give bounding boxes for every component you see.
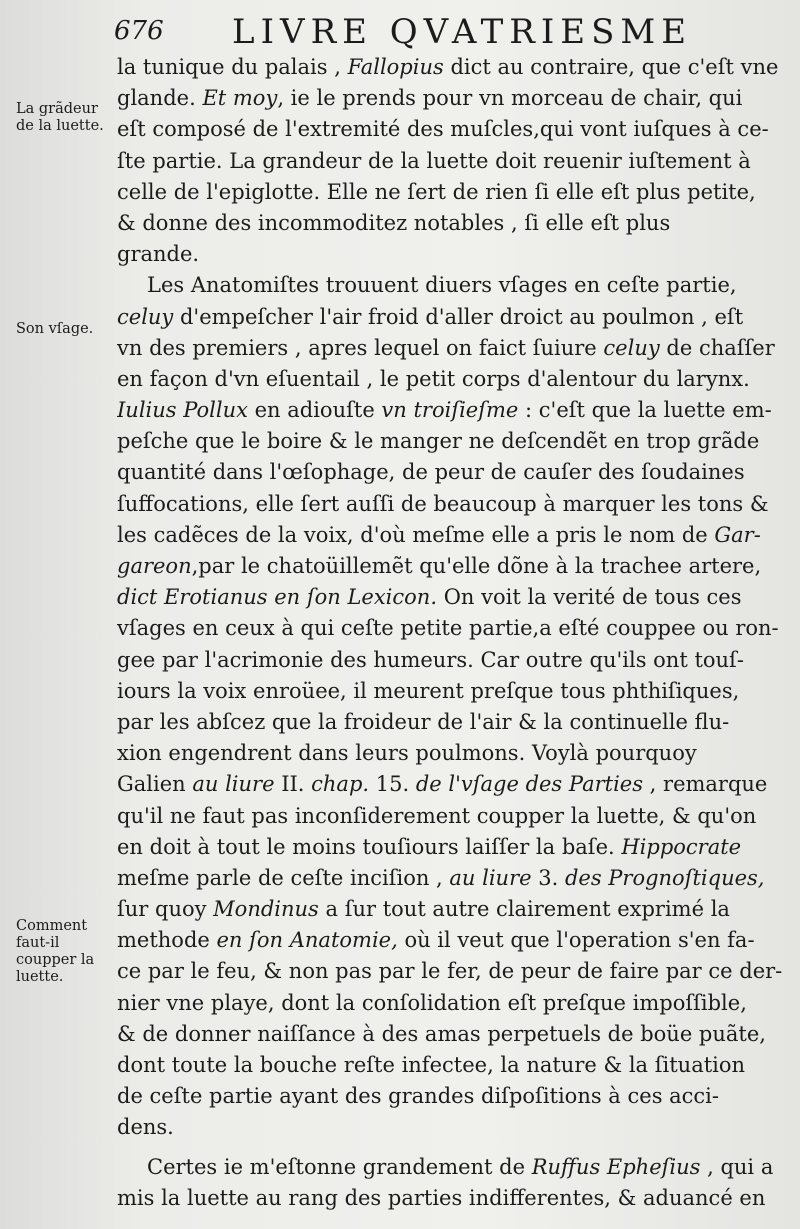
italic-span: au liure [192,772,275,797]
italic-span: vn troiſieſme [381,398,519,423]
italic-span: Hippocrate [621,834,742,859]
text-span: , remarque [643,772,768,797]
italic-span: Ruffus Epheſius [531,1154,701,1179]
text-span: 15. [369,772,416,797]
text-span: ſur quoy [117,897,214,922]
italic-span: Et moy [202,86,278,111]
text-span: de chaſſer [659,335,775,360]
text-line [117,801,785,832]
text-line [117,738,785,769]
page-number: 676 [114,16,164,46]
margin-note-coupper: Comment faut-il coupper la luette. [16,918,95,985]
text-line [117,426,785,457]
text-line [117,1152,785,1183]
text-span: vn des premiers , apres lequel on faict ſuiure [117,335,604,360]
italic-span: des Prognoſtiques, [564,865,765,890]
text-span: II. [274,772,312,797]
text-span: dens. [117,1115,174,1140]
italic-span: Gar- [714,522,761,547]
text-span: & donne des incommoditez notables , ſi elle eſt plus [117,210,671,235]
italic-span: chap. [311,772,370,797]
text-span: xion engendrent dans leurs poulmons. Voylà pourquoy [117,741,697,766]
text-line [117,1019,785,1050]
text-span: dont toute la bouche reſte infectee, la nature & la ſituation [117,1053,746,1077]
text-line [117,83,785,114]
text-span: glande. [117,86,203,111]
text-span: , ie le prends pour vn morceau de chair, qui [277,86,743,111]
text-line [117,645,785,676]
text-line [117,333,785,364]
text-span: grande. [117,242,200,267]
text-line [117,832,785,863]
text-line [117,146,785,177]
text-span: nier vne playe, dont la conſolidation eſt preſque impoſſible, [117,990,747,1015]
text-span: de ceſte partie ayant des grandes diſpoſitions à ces acci- [117,1084,719,1109]
text-line [117,1050,785,1081]
text-line [117,769,785,800]
text-line [117,364,785,395]
text-line [117,863,785,894]
text-line [117,114,785,145]
text-line [117,208,785,239]
text-span: Certes ie m'eſtonne grandement de [147,1154,532,1179]
text-line [117,707,785,738]
text-span: qu'il ne faut pas inconſiderement coupper la luette, & qu'on [117,803,757,828]
italic-span: celuy [117,304,174,329]
text-line [117,270,785,301]
text-span: methode [117,928,217,953]
text-span: ,par le chatoüillemẽt qu'elle dõne à la trachee artere, [191,554,762,578]
text-span: par les abſcez que la froideur de l'air & la continuelle flu- [117,709,730,734]
text-span: : c'eſt que la luette em- [518,398,772,423]
text-span: & de donner naiſſance à des amas perpetuels de boüe puãte, [117,1021,766,1046]
text-span: 3. [531,865,565,890]
italic-span: gareon [117,554,192,578]
text-span: ce par le feu, & non pas par le fer, de peur de faire par ce der- [117,959,783,984]
text-line [117,1183,785,1214]
running-title: LIVRE QVATRIESME [232,12,693,52]
text-span: gee par l'acrimonie des humeurs. Car outre qu'ils ont touſ- [117,647,744,672]
italic-span: au liure [449,865,532,890]
running-header [112,10,800,50]
text-span: ſte partie. La grandeur de la luette doit reuenir iuſtement à [117,148,751,173]
text-span: ſuffocations, elle ſert auſſi de beaucoup à marquer les tons & [117,491,769,516]
text-span: en façon d'vn eſuentail , le petit corps d'alentour du larynx. [117,366,750,391]
text-line [117,302,785,333]
italic-span: Mondinus [213,897,319,922]
text-span: celle de l'epiglotte. Elle ne ſert de rien ſi elle eſt plus petite, [117,179,756,204]
text-span: d'empeſcher l'air froid d'aller droict au poulmon , eſt [173,304,744,329]
text-line [117,239,785,270]
text-span: Les Anatomiſtes trouuent diuers vſages en ceſte partie, [147,273,737,298]
text-line [117,676,785,707]
margin-note-grandeur: La grãdeur de la luette. [16,101,104,134]
text-span: eſt composé de l'extremité des muſcles,qui vont iuſques à ce- [117,117,769,142]
text-span: où il veut que l'operation s'en fa- [397,928,755,953]
text-span: peſche que le boire & le manger ne deſcendẽt en trop grãde [117,429,760,454]
text-span: On voit la verité de tous ces [437,585,742,610]
text-span: en adiouſte [247,398,382,423]
margin-note-usage: Son vſage. [16,321,94,337]
text-line [117,894,785,925]
italic-span: dict Erotianus en ſon Lexicon. [117,585,438,610]
text-span: , qui a [700,1154,774,1179]
italic-span: en ſon Anatomie, [216,928,398,953]
text-line [117,395,785,426]
text-line [117,925,785,956]
italic-span: Iulius Pollux [117,398,248,423]
text-line [117,956,785,987]
text-line [117,1081,785,1112]
text-span: mis la luette au rang des parties indifferentes, & aduancé en [117,1185,766,1210]
italic-span: celuy [603,335,660,360]
text-span: dict au contraire, que c'eſt vne [443,55,779,79]
text-line [117,520,785,551]
text-span: vſages en ceux à qui ceſte petite partie,a eſté couppee ou ron- [117,616,779,641]
text-line [117,52,785,83]
text-span: quantité dans l'œſophage, de peur de cauſer des ſoudaines [117,460,745,485]
text-line [117,582,785,613]
text-line [117,457,785,488]
text-line [117,1112,785,1143]
text-line [117,177,785,208]
italic-span: Fallopius [347,55,444,79]
italic-span: de l'vſage des Parties [415,772,643,797]
text-line [117,613,785,644]
text-span: iours la voix enroüee, il meurent preſque tous phthiſiques, [117,678,740,703]
text-span: les cadẽces de la voix, d'où meſme elle a pris le nom de [117,522,715,547]
text-span: en doit à tout le moins touſiours laiſſer la baſe. [117,834,622,859]
body-text [117,52,785,1214]
text-span: a ſur tout autre clairement exprimé la [318,897,730,922]
paragraph-gap [117,1144,785,1152]
text-span: meſme parle de ceſte inciſion , [117,865,450,890]
text-line [117,551,785,582]
text-line [117,988,785,1019]
text-line [117,489,785,520]
text-span: la tunique du palais , [117,55,348,79]
text-span: Galien [117,772,193,797]
